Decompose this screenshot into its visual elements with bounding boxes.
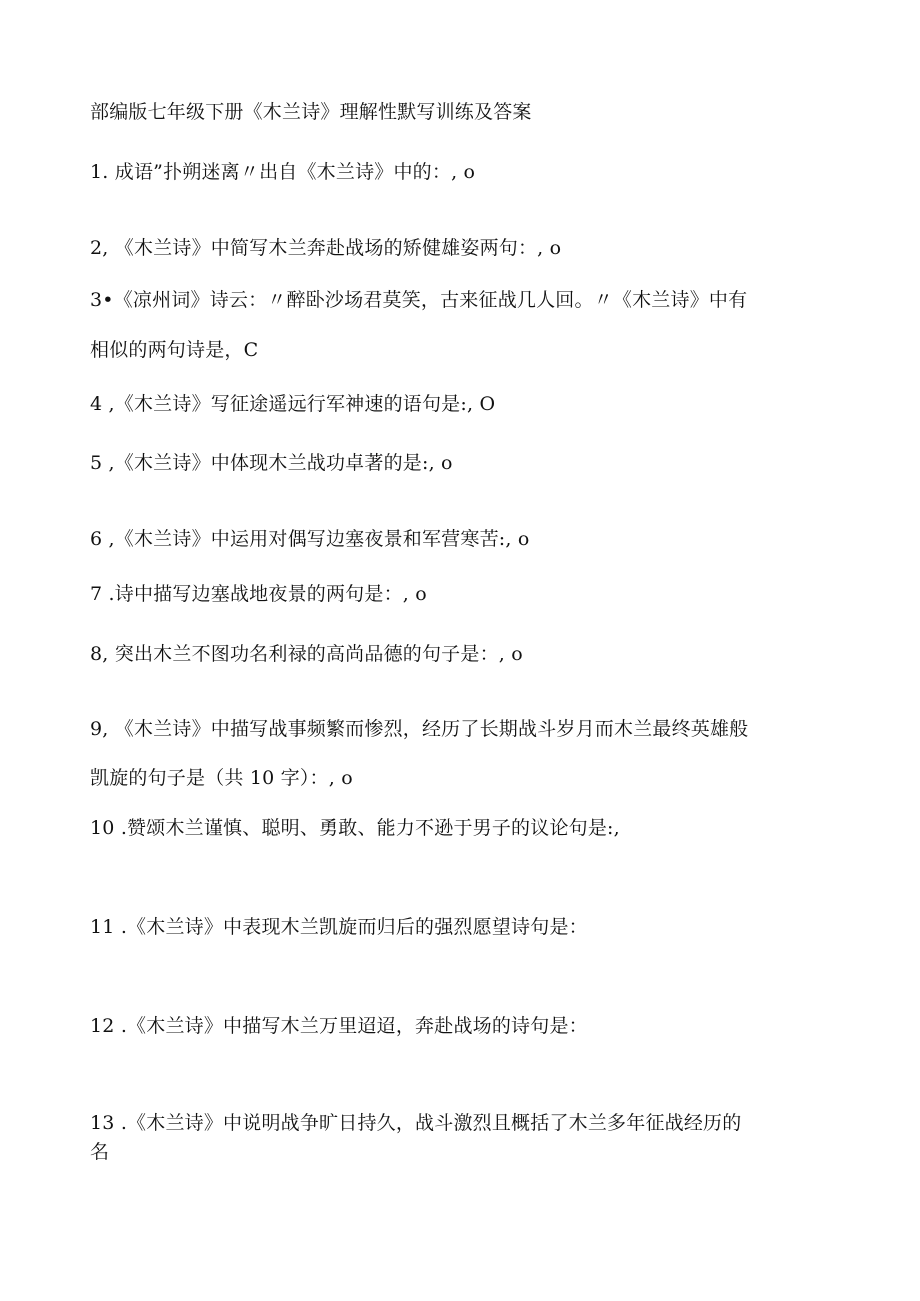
question-6: 6 ,《木兰诗》中运用对偶写边塞夜景和军营寒苦:, o bbox=[90, 528, 530, 550]
question-4: 4 ,《木兰诗》写征途遥远行军神速的语句是:, O bbox=[90, 393, 496, 415]
question-7: 7 .诗中描写边塞战地夜景的两句是：, o bbox=[90, 583, 427, 605]
question-9-line-1: 9, 《木兰诗》中描写战事频繁而惨烈，经历了长期战斗岁月而木兰最终英雄般 bbox=[90, 718, 749, 740]
question-12: 12 .《木兰诗》中描写木兰万里迢迢，奔赴战场的诗句是： bbox=[90, 1015, 588, 1037]
question-13-line-1: 13 .《木兰诗》中说明战争旷日持久，战斗激烈且概括了木兰多年征战经历的 bbox=[90, 1112, 742, 1134]
question-9-line-2: 凯旋的句子是（共 10 字）：, o bbox=[90, 767, 353, 789]
question-11: 11 .《木兰诗》中表现木兰凯旋而归后的强烈愿望诗句是： bbox=[90, 916, 588, 938]
question-10: 10 .赞颂木兰谨慎、聪明、勇敢、能力不逊于男子的议论句是:, bbox=[90, 817, 620, 839]
question-13-line-2: 名 bbox=[90, 1141, 110, 1163]
question-1: 1. 成语”扑朔迷离〃出自《木兰诗》中的：, o bbox=[90, 161, 476, 183]
question-3-line-1: 3•《凉州词》诗云：〃醉卧沙场君莫笑，古来征战几人回。〃《木兰诗》中有 bbox=[90, 289, 748, 311]
question-2: 2, 《木兰诗》中简写木兰奔赴战场的矫健雄姿两句：, o bbox=[90, 237, 562, 259]
question-5: 5 ,《木兰诗》中体现木兰战功卓著的是:, o bbox=[90, 452, 453, 474]
question-3-line-2: 相似的两句诗是，C bbox=[90, 339, 259, 361]
document-title: 部编版七年级下册《木兰诗》理解性默写训练及答案 bbox=[90, 101, 532, 123]
question-8: 8, 突出木兰不图功名利禄的高尚品德的句子是：, o bbox=[90, 643, 523, 665]
